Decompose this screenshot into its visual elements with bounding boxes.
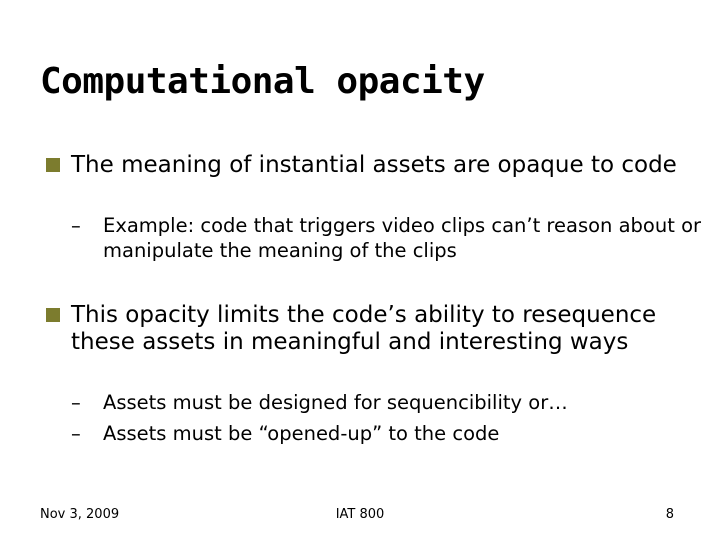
bullet-text: The meaning of instantial assets are opaque to code <box>71 152 677 178</box>
square-bullet-icon <box>46 158 60 172</box>
footer-course: IAT 800 <box>335 507 385 522</box>
sub-bullet-text: Example: code that triggers video clips can’t reason about or manipulate the meaning of the clips <box>103 214 702 262</box>
slide-title: Computational opacity <box>40 61 485 102</box>
footer-date: Nov 3, 2009 <box>40 507 120 522</box>
square-bullet-icon <box>46 308 60 322</box>
footer-page-number: 8 <box>665 507 674 522</box>
sub-bullet-text: Assets must be “opened-up” to the code <box>103 422 500 445</box>
bullet-item <box>41 302 701 356</box>
sub-bullet-item <box>71 421 720 446</box>
sub-bullet-item <box>71 390 720 415</box>
sub-bullet-text: Assets must be designed for sequencibility or… <box>103 391 568 414</box>
dash-bullet-icon: – <box>71 422 81 445</box>
bullet-item <box>41 152 701 179</box>
sub-bullet-item <box>71 213 720 263</box>
dash-bullet-icon: – <box>71 214 81 237</box>
bullet-text: This opacity limits the code’s ability to resequence these assets in meaningful and interesting ways <box>71 302 657 355</box>
dash-bullet-icon: – <box>71 391 81 414</box>
